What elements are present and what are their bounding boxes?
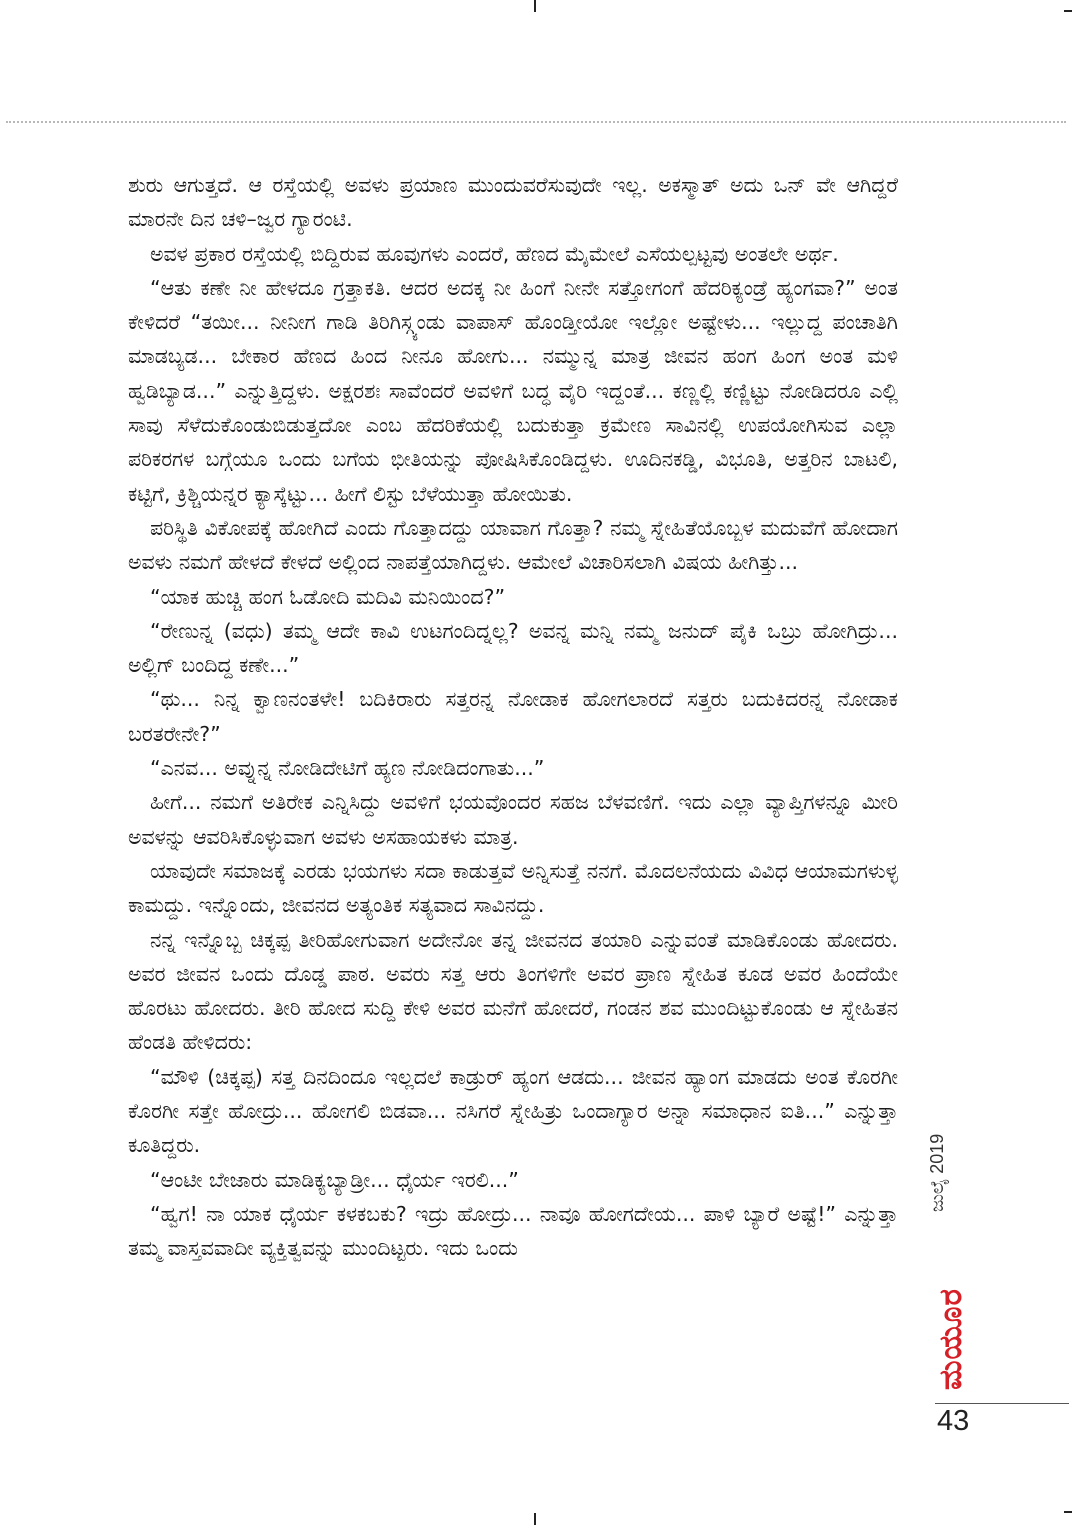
page-number: 43 — [937, 1405, 970, 1437]
paragraph: ಪರಿಸ್ಥಿತಿ ವಿಕೋಪಕ್ಕೆ ಹೋಗಿದೆ ಎಂದು ಗೊತ್ತಾದದ್ದು ಯಾವಾಗ ಗೊತ್ತಾ? ನಮ್ಮ ಸ್ನೇಹಿತೆಯೊಬ್ಬಳ ಮದುವೆಗೆ ಹೋದಾಗ ಅವಳು ನಮಗೆ ಹೇಳದೆ ಕೇಳದೆ ಅಲ್ಲಿಂದ ನಾಪತ್ತೆಯಾಗಿದ್ದಳು. ಆಮೇಲೆ ವಿಚಾರಿಸಲಾಗಿ ವಿಷಯ ಹೀಗಿತ್ತು... — [128, 515, 898, 575]
paragraph: ಹೀಗೆ... ನಮಗೆ ಅತಿರೇಕ ಎನ್ನಿಸಿದ್ದು ಅವಳಿಗೆ ಭಯವೊಂದರ ಸಹಜ ಬೆಳವಣಿಗೆ. ಇದು ಎಲ್ಲಾ ವ್ಯಾಪ್ತಿಗಳನ್ನೂ ಮೀರಿ ಅವಳನ್ನು ಆವರಿಸಿಕೊಳ್ಳುವಾಗ ಅವಳು ಅಸಹಾಯಕಳು ಮಾತ್ರ. — [128, 790, 898, 849]
paragraph: ಯಾವುದೇ ಸಮಾಜಕ್ಕೆ ಎರಡು ಭಯಗಳು ಸದಾ ಕಾಡುತ್ತವೆ ಅನ್ನಿಸುತ್ತೆ ನನಗೆ. ಮೊದಲನೆಯದು ವಿವಿಧ ಆಯಾಮಗಳುಳ್ಳ ಕಾಮದ್ದು. ಇನ್ನೊಂದು, ಜೀವನದ ಅತ್ಯಂತಿಕ ಸತ್ಯವಾದ ಸಾವಿನದ್ದು. — [128, 858, 898, 918]
dialogue-line: “ಆಂಟೀ ಬೇಜಾರು ಮಾಡಿಕ್ಯಬ್ಯಾಡ್ರೀ... ಧೈರ್ಯ ಇರಲಿ...” — [150, 1167, 519, 1192]
dialogue-line: “ಥು... ನಿನ್ನ ಕ್ವಾಣನಂತಳೇ! ಬದಿಕಿರಾರು ಸತ್ತರನ್ನ ನೋಡಾಕ ಹೋಗಲಾರದೆ ಸತ್ತರು ಬದುಕಿದರನ್ನ ನೋಡಾಕ ಬರತರೇನೇ?” — [128, 687, 898, 746]
dialogue-line: “ಯಾಕ ಹುಚ್ಚಿ ಹಂಗ ಓಡೋದಿ ಮದಿವಿ ಮನಿಯಿಂದ?” — [150, 584, 506, 609]
crop-mark-bottom-center — [534, 1513, 536, 1525]
header-dotted-rule — [6, 121, 1066, 123]
crop-mark-bottom-right — [1064, 1511, 1072, 1513]
crop-mark-top-center — [534, 0, 536, 12]
paragraph: ನನ್ನ ಇನ್ನೊಬ್ಬ ಚಿಕ್ಕಪ್ಪ ತೀರಿಹೋಗುವಾಗ ಅದೇನೋ ತನ್ನ ಜೀವನದ ತಯಾರಿ ಎನ್ನುವಂತೆ ಮಾಡಿಕೊಂಡು ಹೋದರು. ಅವರ ಜೀವನ ಒಂದು ದೊಡ್ಡ ಪಾಠ. ಅವರು ಸತ್ತ ಆರು ತಿಂಗಳಿಗೇ ಅವರ ಪ್ರಾಣ ಸ್ನೇಹಿತ ಕೂಡ ಅವರ ಹಿಂದೆಯೇ ಹೊರಟು ಹೋದರು. ತೀರಿ ಹೋದ ಸುದ್ದಿ ಕೇಳಿ ಅವರ ಮನೆಗೆ ಹೋದರೆ, ಗಂಡನ ಶವ ಮುಂದಿಟ್ಟುಕೊಂಡು ಆ ಸ್ನೇಹಿತನ ಹೆಂಡತಿ ಹೇಳಿದರು: — [128, 927, 898, 1055]
dialogue-line: “ಎನವ... ಅವ್ನುನ್ನ ನೋಡಿದೇಟಿಗೆ ಹ್ಯಣ ನೋಡಿದಂಗಾತು...” — [150, 756, 545, 781]
dialogue-line: “ರೇಣುನ್ನ (ವಧು) ತಮ್ಮ ಆದೇ ಕಾವಿ ಉಟಗಂದಿದ್ನಲ್ಲ? ಅವನ್ನ ಮನ್ನಿ ನಮ್ಮ ಜನುದ್ ಪೈಕಿ ಒಬ್ರು ಹೋಗಿದ್ರು... ಅಲ್ಲಿಗ್ ಬಂದಿದ್ದ ಕಣೇ...” — [128, 618, 898, 678]
article-body — [128, 168, 898, 1266]
paragraph: ಅವಳ ಪ್ರಕಾರ ರಸ್ತೆಯಲ್ಲಿ ಬಿದ್ದಿರುವ ಹೂವುಗಳು ಎಂದರೆ, ಹೆಣದ ಮೈಮೇಲೆ ಎಸೆಯಲ್ಪಟ್ಟವು ಅಂತಲೇ ಅರ್ಥ. — [150, 241, 839, 266]
paragraph: ಶುರು ಆಗುತ್ತದೆ. ಆ ರಸ್ತೆಯಲ್ಲಿ ಅವಳು ಪ್ರಯಾಣ ಮುಂದುವರೆಸುವುದೇ ಇಲ್ಲ. ಅಕಸ್ಮಾತ್ ಅದು ಒನ್ ವೇ ಆಗಿದ್ದರೆ ಮಾರನೇ ದಿನ ಚಳಿ–ಜ್ವರ ಗ್ಯಾರಂಟಿ. — [128, 173, 898, 232]
issue-date: ಜುಲೈ 2019 — [927, 1133, 947, 1212]
paragraph: “ಹ್ವಗ! ನಾ ಯಾಕ ಧೈರ್ಯ ಕಳಕಬಕು? ಇದ್ರು ಹೋದ್ರು... ನಾವೂ ಹೋಗದೇಯ... ಪಾಳಿ ಬ್ಯಾರೆ ಅಷ್ಟೆ!” ಎನ್ನುತ್ತಾ ತಮ್ಮ ವಾಸ್ತವವಾದೀ ವ್ಯಕ್ತಿತ್ವವನ್ನು ಮುಂದಿಟ್ಟರು. ಇದು ಒಂದು — [128, 1201, 898, 1261]
paragraph: “ಆತು ಕಣೇ ನೀ ಹೇಳದೂ ಗ್ರತ್ತಾಕತಿ. ಆದರ ಅದಕ್ಕ ನೀ ಹಿಂಗೆ ನೀನೇ ಸತ್ತೋಗಂಗೆ ಹೆದರಿಕ್ಯಂಡ್ರೆ ಹ್ಯಂಗವಾ?” ಅಂತ ಕೇಳಿದರೆ “ತಯೀ... ನೀನೀಗ ಗಾಡಿ ತಿರಿಗಿಸ್ಗ್ಯಂಡು ವಾಪಾಸ್ ಹೊಂಡ್ತೀಯೋ ಇಲ್ಲೋ ಅಷ್ಟೇಳು... ಇಲ್ಲುದ್ದ ಪಂಚಾತಿಗಿ ಮಾಡಬ್ಯಡ... ಬೇಕಾರ ಹೆಣದ ಹಿಂದ ನೀನೂ ಹೋಗು... ನಮ್ಮುನ್ನ ಮಾತ್ರ ಜೀವನ ಹಂಗ ಹಿಂಗ ಅಂತ ಮಳಿ ಹ್ವಡಿಬ್ಯಾಡ...” ಎನ್ನುತ್ತಿದ್ದಳು. ಅಕ್ಷರಶಃ ಸಾವೆಂದರೆ ಅವಳಿಗೆ ಬದ್ಧ ವೈರಿ ಇದ್ದಂತೆ... ಕಣ್ಣಲ್ಲಿ ಕಣ್ಣಿಟ್ಟು ನೋಡಿದರೂ ಎಲ್ಲಿ ಸಾವು ಸೆಳೆದುಕೊಂಡುಬಿಡುತ್ತದೋ ಎಂಬ ಹೆದರಿಕೆಯಲ್ಲಿ ಬದುಕುತ್ತಾ ಕ್ರಮೇಣ ಸಾವಿನಲ್ಲಿ ಉಪಯೋಗಿಸುವ ಎಲ್ಲಾ ಪರಿಕರಗಳ ಬಗ್ಗೆಯೂ ಒಂದು ಬಗೆಯ ಭೀತಿಯನ್ನು ಪೋಷಿಸಿಕೊಂಡಿದ್ದಳು. ಊದಿನಕಡ್ಡಿ, ವಿಭೂತಿ, ಅತ್ತರಿನ ಬಾಟಲಿ, ಕಟ್ಟಿಗೆ, ಕ್ರಿಶ್ಚಿಯನ್ನರ ಕ್ಯಾಸ್ಕೆಟ್ಟು... ಹೀಗೆ ಲಿಸ್ಟು ಬೆಳೆಯುತ್ತಾ ಹೋಯಿತು. — [128, 275, 898, 506]
magazine-logo: ಮಯೂರ — [933, 1288, 969, 1390]
dialogue-line: “ಮೌಳಿ (ಚಿಕ್ಕಪ್ಪ) ಸತ್ತ ದಿನದಿಂದೂ ಇಲ್ಲದಲೆ ಕಾಡ್ರುರ್ ಹ್ಯಂಗ ಆಡದು... ಜೀವನ ಹ್ಯಾಂಗ ಮಾಡದು ಅಂತ ಕೊರಗೀ ಕೊರಗೀ ಸತ್ತೇ ಹೋದ್ರು... ಹೋಗಲಿ ಬಿಡವಾ... ನಸಿಗರೆ ಸ್ನೇಹಿತ್ರು ಒಂದಾಗ್ಯಾರ ಅನ್ನಾ ಸಮಾಧಾನ ಐತಿ...” ಎನ್ನುತ್ತಾ ಕೂತಿದ್ದರು. — [128, 1064, 898, 1158]
crop-mark-top-right — [1064, 10, 1072, 12]
